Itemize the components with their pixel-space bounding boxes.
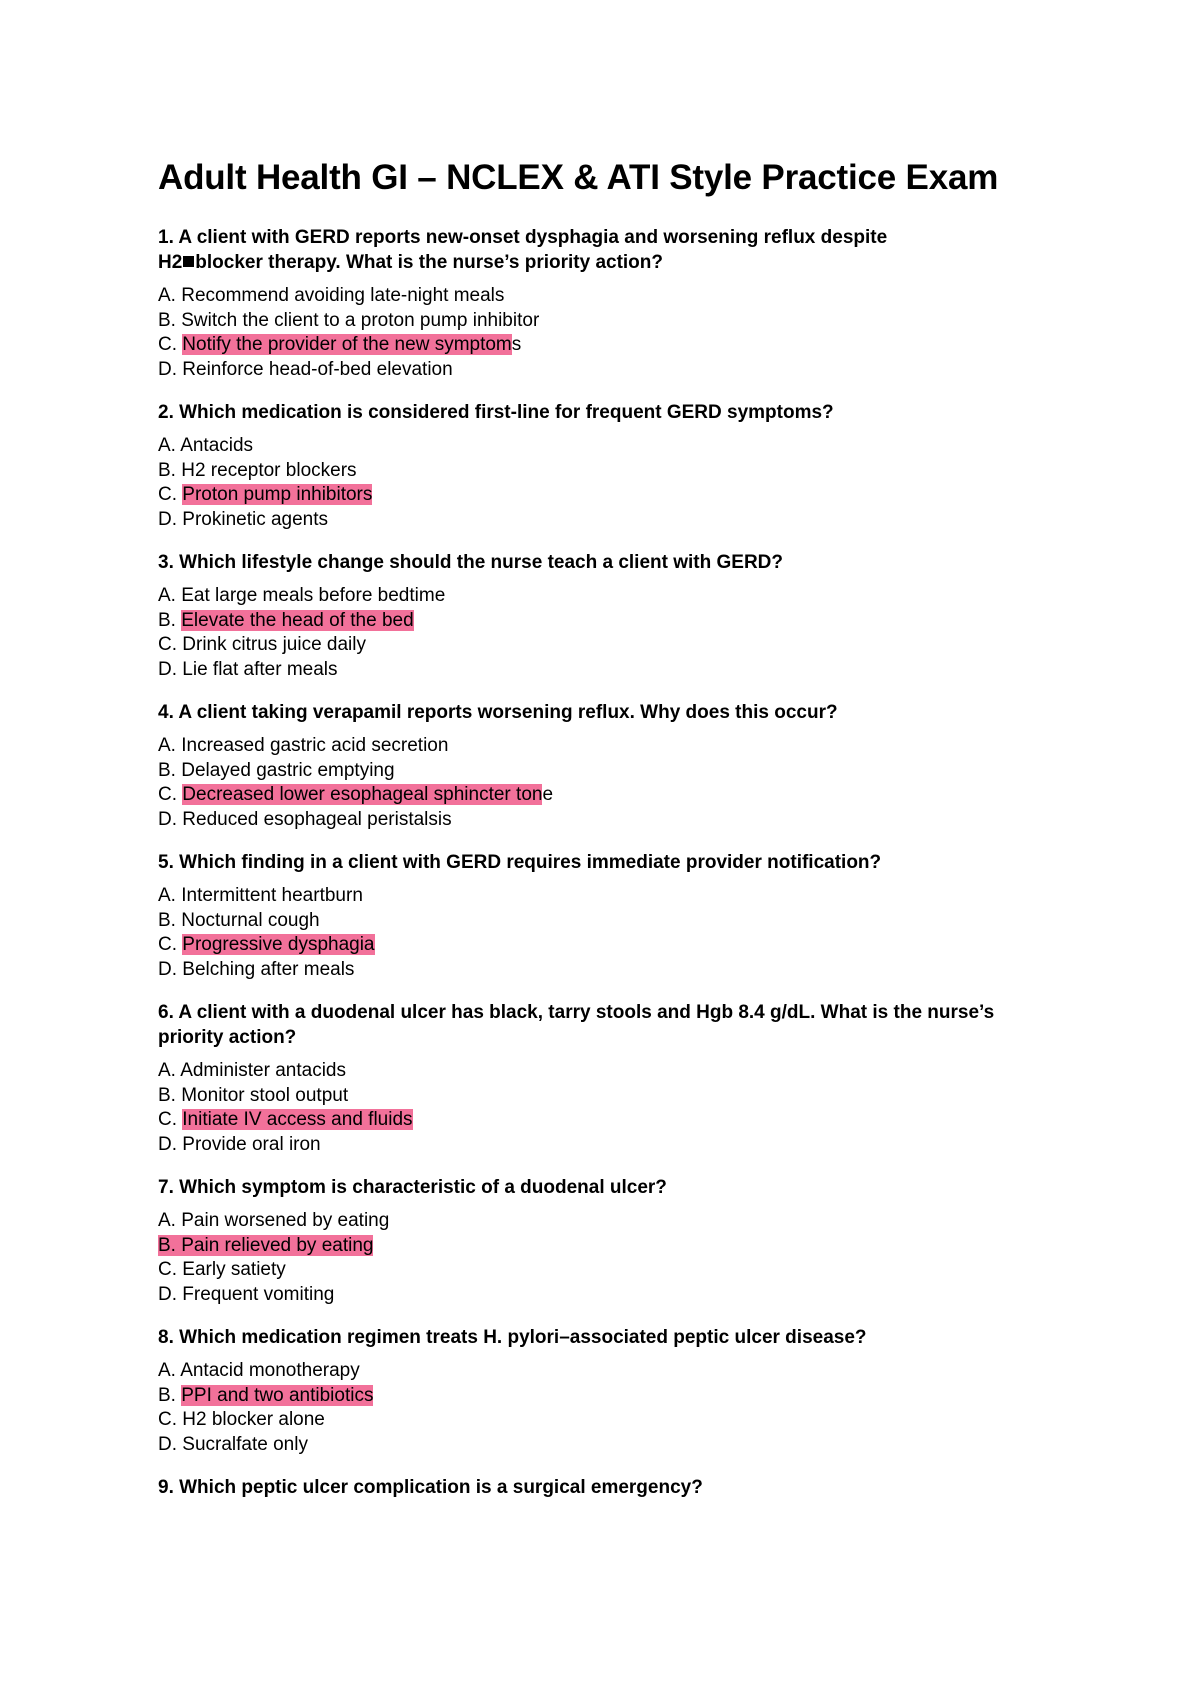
- answer-options: [158, 1359, 1200, 1457]
- question-7: [158, 1175, 1200, 1307]
- answer-option-c: C. Initiate IV access and fluids: [158, 1109, 413, 1130]
- question-5: [158, 850, 1200, 982]
- answer-option-c: C. H2 blocker alone: [158, 1409, 325, 1430]
- question-text: [158, 850, 1063, 875]
- answer-option-a: A. Recommend avoiding late-night meals: [158, 285, 505, 306]
- answer-options: [158, 884, 1200, 982]
- answer-option-b: B. Switch the client to a proton pump inhibitor: [158, 309, 540, 331]
- answer-option-a: A. Antacids: [158, 435, 254, 456]
- answer-option-a: A. Eat large meals before bedtime: [158, 585, 446, 606]
- question-4: [158, 700, 1200, 832]
- question-line: 5. Which finding in a client with GERD requires immediate provider notification?: [158, 852, 882, 873]
- question-9: [158, 1475, 1200, 1500]
- question-text: [158, 1175, 1063, 1200]
- answer-option-a: A. Intermittent heartburn: [158, 885, 363, 906]
- answer-option-a: A. Increased gastric acid secretion: [158, 735, 449, 756]
- answer-option-c: C. Proton pump inhibitors: [158, 484, 373, 505]
- question-line: H2 blocker therapy. What is the nurse’s priority action?: [158, 252, 664, 273]
- question-line: 7. Which symptom is characteristic of a duodenal ulcer?: [158, 1177, 667, 1198]
- answer-option-c: C. Notify the provider of the new symptoms: [158, 334, 522, 355]
- answer-options: [158, 1059, 1200, 1157]
- answer-option-a: A. Pain worsened by eating: [158, 1210, 390, 1231]
- answer-option-b: B. H2 receptor blockers: [158, 459, 357, 481]
- question-line: 6. A client with a duodenal ulcer has black, tarry stools and Hgb 8.4 g/dL. What is the nurse’s: [158, 1002, 995, 1023]
- question-line: 3. Which lifestyle change should the nurse teach a client with GERD?: [158, 552, 784, 573]
- question-line: 8. Which medication regimen treats H. pylori–associated peptic ulcer disease?: [158, 1327, 867, 1348]
- question-text: [158, 550, 1063, 575]
- answer-option-d: D. Reinforce head-of-bed elevation: [158, 358, 453, 380]
- answer-options: [158, 584, 1200, 682]
- answer-option-d: D. Belching after meals: [158, 958, 355, 980]
- correct-answer-highlight: Initiate IV access and fluids: [182, 1109, 413, 1130]
- answer-option-d: D. Sucralfate only: [158, 1433, 308, 1455]
- answer-options: [158, 434, 1200, 532]
- correct-answer-highlight: Progressive dysphagia: [182, 934, 375, 955]
- correct-answer-highlight: Notify the provider of the new symptom: [182, 334, 512, 355]
- question-text: [158, 700, 1063, 725]
- answer-option-b: [158, 1234, 1200, 1259]
- document-title: Adult Health GI – NCLEX & ATI Style Practice Exam: [158, 158, 999, 197]
- correct-answer-highlight: Proton pump inhibitors: [182, 484, 373, 505]
- missing-glyph-icon: [183, 256, 194, 267]
- question-line: 1. A client with GERD reports new-onset dysphagia and worsening reflux despite: [158, 227, 888, 248]
- correct-answer-highlight: Decreased lower esophageal sphincter ton: [182, 784, 543, 805]
- answer-option-c: C. Drink citrus juice daily: [158, 634, 367, 655]
- answer-option-b: B. Delayed gastric emptying: [158, 759, 395, 781]
- answer-option-b: B. PPI and two antibiotics: [158, 1384, 374, 1406]
- answer-options: [158, 284, 1200, 382]
- answer-option-a: A. Administer antacids: [158, 1060, 346, 1081]
- answer-option-c: C. Decreased lower esophageal sphincter tone: [158, 784, 554, 805]
- answer-options: [158, 734, 1200, 832]
- answer-option-d: D. Reduced esophageal peristalsis: [158, 808, 452, 830]
- question-text: [158, 1000, 1063, 1050]
- answer-option-d: D. Prokinetic agents: [158, 508, 329, 530]
- question-text: [158, 400, 1063, 425]
- answer-option-c: C. Early satiety: [158, 1259, 286, 1280]
- answer-option-b: B. Elevate the head of the bed: [158, 609, 414, 631]
- answer-option-a: A. Antacid monotherapy: [158, 1360, 360, 1381]
- answer-option-b: B. Nocturnal cough: [158, 909, 320, 931]
- question-text: [158, 225, 1063, 275]
- correct-answer-highlight: B. Pain relieved by eating: [158, 1234, 374, 1256]
- question-3: [158, 550, 1200, 682]
- question-line: priority action?: [158, 1027, 297, 1048]
- question-1: [158, 225, 1200, 382]
- answer-option-b: B. Monitor stool output: [158, 1084, 349, 1106]
- question-2: [158, 400, 1200, 532]
- correct-answer-highlight: PPI and two antibiotics: [181, 1384, 374, 1406]
- question-line: 9. Which peptic ulcer complication is a surgical emergency?: [158, 1477, 703, 1498]
- question-line: 2. Which medication is considered first-line for frequent GERD symptoms?: [158, 402, 834, 423]
- question-text: [158, 1325, 1063, 1350]
- question-text: [158, 1475, 1063, 1500]
- question-line: 4. A client taking verapamil reports worsening reflux. Why does this occur?: [158, 702, 838, 723]
- question-6: [158, 1000, 1200, 1157]
- answer-option-d: D. Frequent vomiting: [158, 1283, 335, 1305]
- answer-option-d: D. Provide oral iron: [158, 1133, 321, 1155]
- answer-options: [158, 1209, 1200, 1307]
- answer-option-d: D. Lie flat after meals: [158, 658, 338, 680]
- answer-option-c: C. Progressive dysphagia: [158, 934, 375, 955]
- question-8: [158, 1325, 1200, 1457]
- correct-answer-highlight: Elevate the head of the bed: [181, 609, 414, 631]
